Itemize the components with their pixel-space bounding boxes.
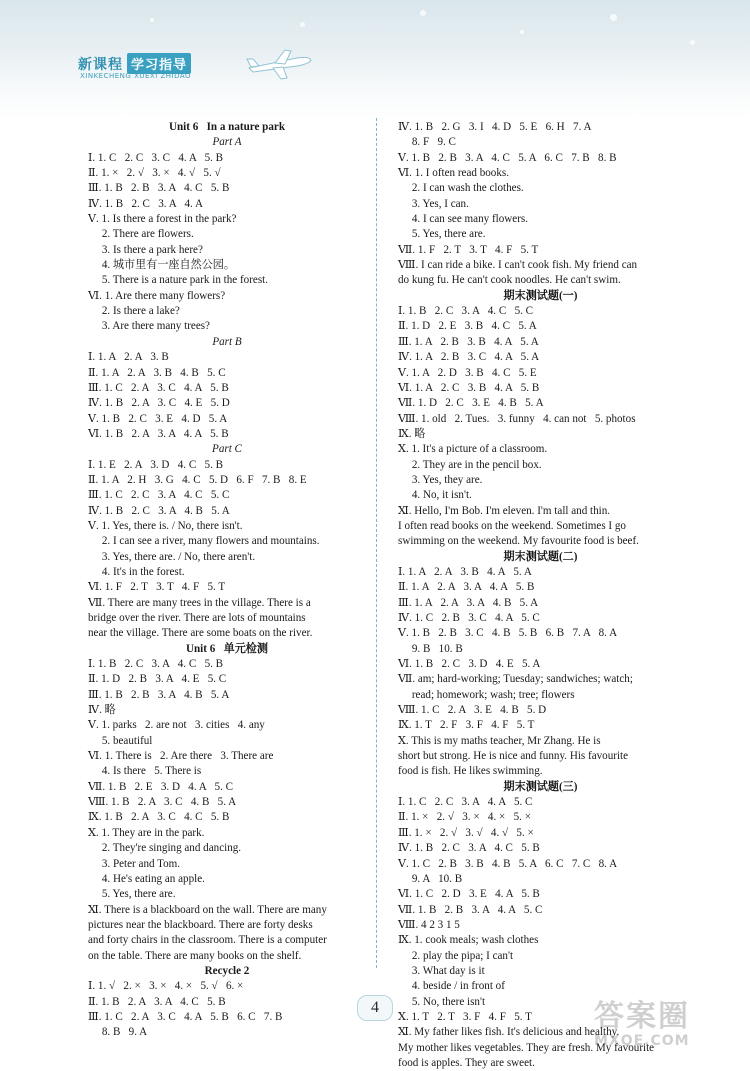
watermark-line1: 答案圈	[594, 999, 690, 1034]
answer-line: 3. Yes, they are.	[398, 473, 483, 486]
page-number: 4	[357, 995, 393, 1021]
answer-line: 4. He's eating an apple.	[88, 872, 205, 885]
column-divider	[376, 118, 377, 968]
answer-line: Ⅰ. 1. A 2. A 3. B	[88, 351, 169, 364]
answer-line: 2. play the pipa; I can't	[398, 949, 514, 962]
answer-line: Ⅲ. 1. C 2. C 3. A 4. C 5. C	[88, 489, 230, 502]
answer-line: Ⅷ. 1. C 2. A 3. E 4. B 5. D	[398, 704, 547, 717]
answer-line: I often read books on the weekend. Sometimes I go	[398, 519, 626, 532]
answer-line: Ⅵ. 1. Are there many flowers?	[88, 289, 226, 302]
answer-line: Ⅺ. My father likes fish. It's delicious and healthy.	[398, 1026, 620, 1039]
answer-line: Ⅰ. 1. B 2. C 3. A 4. C 5. B	[88, 658, 224, 671]
snowflake-decoration	[300, 22, 305, 27]
snowflake-decoration	[420, 10, 426, 16]
answer-line: Ⅵ. 1. There is 2. Are there 3. There are	[88, 750, 274, 763]
answer-line: Ⅱ. 1. B 2. A 3. A 4. C 5. B	[88, 995, 226, 1008]
answer-line: Ⅳ. 1. B 2. C 3. A 4. C 5. B	[398, 842, 540, 855]
answer-line: 3. Are there many trees?	[88, 320, 210, 333]
answer-line: 3. Peter and Tom.	[88, 857, 181, 870]
answer-line: Ⅴ. 1. parks 2. are not 3. cities 4. any	[88, 719, 265, 732]
answer-line: Ⅱ. 1. D 2. B 3. A 4. E 5. C	[88, 673, 227, 686]
answer-line: Ⅰ. 1. C 2. C 3. C 4. A 5. B	[88, 151, 224, 164]
answer-line: 3. Yes, there are. / No, there aren't.	[88, 550, 256, 563]
answer-line: Ⅲ. 1. B 2. B 3. A 4. C 5. B	[88, 182, 230, 195]
answer-line: 5. Yes, there are.	[398, 228, 486, 241]
section-heading: Unit 6 In a nature park	[169, 121, 285, 133]
answer-line: 3. Yes, I can.	[398, 197, 469, 210]
section-heading: Unit 6 单元检测	[186, 642, 268, 655]
answer-line: My mother likes vegetables. They are fresh. My favourite	[398, 1041, 655, 1054]
watermark-line2: MXQE.COM	[594, 1033, 690, 1049]
answer-line: Ⅹ. 1. T 2. T 3. F 4. F 5. T	[398, 1010, 532, 1023]
answer-line: 2. I can wash the clothes.	[398, 182, 524, 195]
answer-line: Ⅰ. 1. √ 2. × 3. × 4. × 5. √ 6. ×	[88, 980, 244, 993]
answer-line: Ⅲ. 1. C 2. A 3. C 4. A 5. B 6. C 7. B	[88, 1010, 283, 1023]
answer-line: Ⅴ. 1. Yes, there is. / No, there isn't.	[88, 519, 243, 532]
snowflake-decoration	[520, 30, 524, 34]
answer-line: Ⅳ. 1. B 2. G 3. I 4. D 5. E 6. H 7. A	[398, 121, 592, 133]
answer-line: Ⅱ. 1. A 2. H 3. G 4. C 5. D 6. F 7. B 8. E	[88, 473, 307, 486]
answer-line: Ⅶ. 1. B 2. E 3. D 4. A 5. C	[88, 780, 233, 793]
answer-line: Ⅶ. am; hard-working; Tuesday; sandwiches; watch;	[398, 673, 633, 686]
site-watermark	[594, 1001, 744, 1053]
answer-line: Ⅳ. 略	[88, 704, 116, 717]
section-heading: Recycle 2	[204, 964, 250, 977]
brand-tag: 学习指导	[127, 53, 191, 74]
answer-line: Ⅵ. 1. C 2. D 3. E 4. A 5. B	[398, 888, 540, 901]
part-heading: Part C	[212, 443, 242, 456]
answer-line: Ⅳ. 1. B 2. C 3. A 4. B 5. A	[88, 504, 230, 517]
answer-line: Ⅰ. 1. B 2. C 3. A 4. C 5. C	[398, 305, 534, 318]
section-heading: 期末测试题(三)	[503, 780, 578, 793]
answer-line: Ⅺ. There is a blackboard on the wall. There are many	[88, 903, 327, 916]
answer-line: on the table. There are many books on the shelf.	[88, 949, 302, 962]
brand-logo	[78, 53, 191, 74]
answer-line: Ⅲ. 1. C 2. A 3. C 4. A 5. B	[88, 381, 229, 394]
answer-line: and forty chairs in the classroom. There is a computer	[88, 934, 327, 947]
answer-line: Ⅷ. 4 2 3 1 5	[398, 918, 460, 931]
answer-line: Ⅵ. 1. I often read books.	[398, 167, 509, 180]
answer-line: food is apples. They are sweet.	[398, 1056, 535, 1069]
answer-line: Ⅺ. Hello, I'm Bob. I'm eleven. I'm tall and thin.	[398, 504, 611, 517]
answer-line: Ⅶ. There are many trees in the village. There is a	[88, 596, 311, 609]
answer-line: Ⅴ. 1. B 2. B 3. A 4. C 5. A 6. C 7. B 8. B	[398, 151, 617, 164]
answer-line: 2. They are in the pencil box.	[398, 458, 542, 471]
snowflake-decoration	[610, 14, 617, 21]
header-banner	[0, 0, 750, 118]
snowflake-decoration	[150, 18, 154, 22]
answer-line: Ⅳ. 1. B 2. A 3. C 4. E 5. D	[88, 397, 230, 410]
section-heading: 期末测试题(二)	[503, 550, 578, 563]
answer-column-left	[88, 120, 366, 1041]
answer-line: Ⅹ. 1. It's a picture of a classroom.	[398, 443, 548, 456]
answer-line: 5. Yes, there are.	[88, 888, 176, 901]
answer-line: 3. What day is it	[398, 964, 485, 977]
answer-line: Ⅵ. 1. B 2. A 3. A 4. A 5. B	[88, 427, 229, 440]
answer-line: Ⅷ. 1. B 2. A 3. C 4. B 5. A	[88, 796, 237, 809]
answer-line: Ⅳ. 1. C 2. B 3. C 4. A 5. C	[398, 612, 540, 624]
answer-line: Ⅸ. 1. T 2. F 3. F 4. F 5. T	[398, 719, 535, 732]
answer-line: 8. B 9. A	[88, 1026, 148, 1039]
answer-line: Ⅲ. 1. × 2. √ 3. √ 4. √ 5. ×	[398, 826, 534, 839]
answer-line: Ⅰ. 1. C 2. C 3. A 4. A 5. C	[398, 796, 533, 809]
answer-line: Ⅴ. 1. A 2. D 3. B 4. C 5. E	[398, 366, 537, 379]
answer-line: Ⅵ. 1. A 2. C 3. B 4. A 5. B	[398, 381, 540, 394]
answer-line: 9. A 10. B	[398, 872, 463, 885]
answer-line: near the village. There are some boats on the river.	[88, 627, 313, 640]
answer-line: 4. beside / in front of	[398, 980, 505, 993]
answer-line: Ⅱ. 1. × 2. √ 3. × 4. × 5. ×	[398, 811, 531, 824]
answer-line: Ⅲ. 1. B 2. B 3. A 4. B 5. A	[88, 688, 230, 701]
brand-main: 新课程	[78, 56, 123, 73]
answer-line: 8. F 9. C	[398, 136, 456, 149]
answer-line: 2. Is there a lake?	[88, 305, 180, 318]
answer-line: Ⅷ. 1. old 2. Tues. 3. funny 4. can not 5. photos	[398, 412, 636, 425]
answer-line: Ⅱ. 1. D 2. E 3. B 4. C 5. A	[398, 320, 537, 333]
answer-line: 5. No, there isn't	[398, 995, 486, 1008]
answer-line: swimming on the weekend. My favourite food is beef.	[398, 535, 639, 548]
answer-line: 4. No, it isn't.	[398, 489, 472, 502]
answer-line: bridge over the river. There are lots of mountains	[88, 612, 306, 624]
answer-line: Ⅹ. This is my maths teacher, Mr Zhang. He is	[398, 734, 601, 747]
answer-line: Ⅴ. 1. Is there a forest in the park?	[88, 213, 237, 226]
answer-line: Ⅴ. 1. B 2. C 3. E 4. D 5. A	[88, 412, 228, 425]
answer-line: Ⅷ. I can ride a bike. I can't cook fish. My friend can	[398, 259, 638, 272]
answer-line: Ⅸ. 1. B 2. A 3. C 4. C 5. B	[88, 811, 230, 824]
answer-line: Ⅳ. 1. B 2. C 3. A 4. A	[88, 197, 203, 210]
answer-line: 4. I can see many flowers.	[398, 213, 528, 226]
answer-line: 2. I can see a river, many flowers and mountains.	[88, 535, 320, 548]
answer-column-right	[398, 120, 683, 1071]
answer-line: 5. There is a nature park in the forest.	[88, 274, 269, 287]
answer-line: Ⅶ. 1. B 2. B 3. A 4. A 5. C	[398, 903, 543, 916]
answer-line: Ⅸ. 略	[398, 427, 426, 440]
answer-line: 3. Is there a park here?	[88, 243, 203, 256]
answer-line: Ⅵ. 1. F 2. T 3. T 4. F 5. T	[88, 581, 226, 594]
answer-line: Ⅲ. 1. A 2. A 3. A 4. B 5. A	[398, 596, 539, 609]
answer-line: 9. B 10. B	[398, 642, 463, 655]
answer-line: Ⅴ. 1. B 2. B 3. C 4. B 5. B 6. B 7. A 8. A	[398, 627, 618, 640]
answer-line: food is fish. He likes swimming.	[398, 765, 543, 778]
answer-line: 4. It's in the forest.	[88, 565, 185, 578]
section-heading: 期末测试题(一)	[503, 289, 578, 302]
answer-line: Ⅱ. 1. A 2. A 3. B 4. B 5. C	[88, 366, 226, 379]
answer-line: Ⅰ. 1. E 2. A 3. D 4. C 5. B	[88, 458, 224, 471]
answer-line: 4. Is there 5. There is	[88, 765, 202, 778]
answer-line: Ⅴ. 1. C 2. B 3. B 4. B 5. A 6. C 7. C 8. A	[398, 857, 618, 870]
airplane-icon	[245, 48, 315, 82]
answer-line: Ⅶ. 1. F 2. T 3. T 4. F 5. T	[398, 243, 539, 256]
answer-line: Ⅰ. 1. A 2. A 3. B 4. A 5. A	[398, 565, 532, 578]
answer-line: do kung fu. He can't cook noodles. He can't swim.	[398, 274, 621, 287]
answer-line: 5. beautiful	[88, 734, 153, 747]
answer-line: read; homework; wash; tree; flowers	[398, 688, 575, 701]
answer-line: Ⅲ. 1. A 2. B 3. B 4. A 5. A	[398, 335, 539, 348]
answer-line: Ⅹ. 1. They are in the park.	[88, 826, 205, 839]
answer-line: short but strong. He is nice and funny. His favourite	[398, 750, 629, 763]
answer-line: 4. 城市里有一座自然公园。	[88, 259, 235, 272]
answer-line: Ⅳ. 1. A 2. B 3. C 4. A 5. A	[398, 351, 540, 364]
answer-line: 2. There are flowers.	[88, 228, 194, 241]
answer-line: Ⅸ. 1. cook meals; wash clothes	[398, 934, 539, 947]
snowflake-decoration	[690, 40, 695, 45]
answer-line: Ⅶ. 1. D 2. C 3. E 4. B 5. A	[398, 397, 544, 410]
answer-line: 2. They're singing and dancing.	[88, 842, 242, 855]
part-heading: Part B	[212, 335, 242, 348]
answer-line: Ⅱ. 1. × 2. √ 3. × 4. √ 5. √	[88, 167, 221, 180]
answer-line: Ⅵ. 1. B 2. C 3. D 4. E 5. A	[398, 658, 541, 671]
brand-pinyin: XINKECHENG XUEXI ZHIDAO	[80, 72, 192, 80]
part-heading: Part A	[212, 136, 242, 149]
answer-line: pictures near the blackboard. There are forty desks	[88, 918, 313, 931]
answer-line: Ⅱ. 1. A 2. A 3. A 4. A 5. B	[398, 581, 535, 594]
